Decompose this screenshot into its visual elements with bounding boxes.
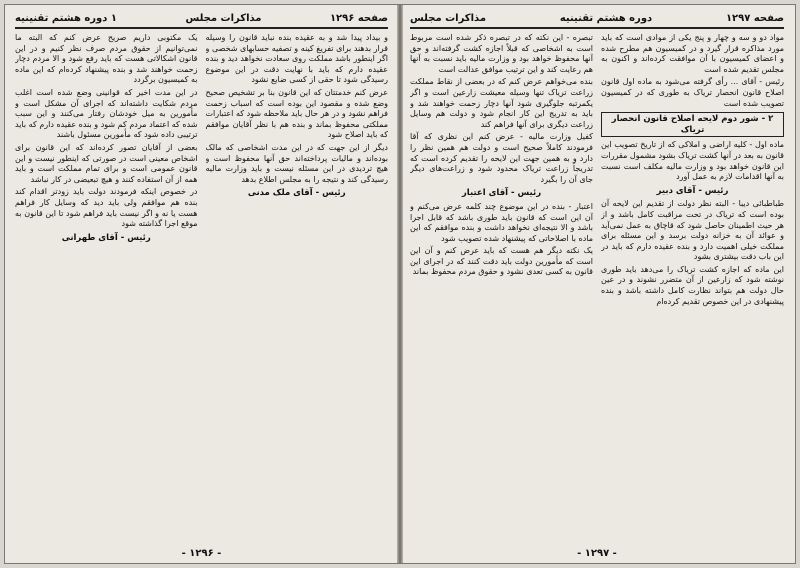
paragraph: در این مدت اخیر که قوانینی وضع شده است اغلب مردم شکایت داشته‌اند که اجرای آن مشکل است و مأمورین به میل خودشان رفتار می‌کنند و این سبب شده که اعتماد مردم کم شود و بنده عقیده دارم که باید ترتیبی داده شود که مأمورین مسئول باشند xyxy=(15,87,198,140)
right-page-right-column xyxy=(601,33,784,543)
right-page-left-column xyxy=(410,33,593,543)
paragraph: بنده می‌خواهم عرض کنم که در بعضی از نقاط مملکت زراعت تریاک تنها وسیله معیشت زارعین است و اگر یکمرتبه جلوگیری شود آنها دچار زحمت خواهند شد و باید به تدریج این کار انجام شود و دولت هم وسایل زراعت دیگری برای آنها فراهم کند xyxy=(410,77,593,129)
speaker-heading: رئیس - آقای ملک مدنی xyxy=(247,188,346,199)
paragraph: یک نکته دیگر هم هست که باید عرض کنم و آن این است که مأمورین دولت باید دقت کنند که در اجرای این قانون به کسی تعدی نشود و حقوق مردم محفوظ بماند xyxy=(410,246,593,277)
paragraph: و بیداد پیدا شد و به عقیده بنده نباید قانون را وسیله قرار بدهند برای تفریغ کینه و تصفیه حسابهای شخصی و اگر اینطور باشد مملکت روی سعادت نخواهد دید و بنده عقیده دارم که باید با نهایت دقت در این موضوع رسیدگی شود تا حقی از کسی ضایع نشود xyxy=(205,33,388,85)
right-page-header xyxy=(410,11,784,29)
paragraph: اعتبار - بنده در این موضوع چند کلمه عرض می‌کنم و آن این است که قانون باید طوری باشد که قابل اجرا باشد و الا نتیجه‌ای نخواهد داشت و بنده موافقم که این ماده با اصلاحاتی که پیشنهاد شده تصویب شود xyxy=(410,201,593,243)
speaker-heading: رئیس - آقای اعتبار xyxy=(461,188,542,199)
book-spread xyxy=(4,4,796,564)
paragraph: دیگر از این جهت که در این مدت اشخاصی که مالک بوده‌اند و مالیات پرداخته‌اند حق آنها محفوظ است و هیچ تردیدی در این مسئله نیست و باید وزارت مالیه رسیدگی کند و نتیجه را به مجلس اطلاع بدهد xyxy=(205,142,388,184)
paragraph: یک مکتوبی داریم صریح عرض کنم که البته ما نمی‌توانیم از حقوق مردم صرف نظر کنیم و در این قانون اشکالاتی هست که باید رفع شود و الا مردم دچار زحمت خواهند شد و بنده پیشنهاد کرده‌ام که این ماده به کمیسیون برگردد xyxy=(15,33,198,85)
session-label: دوره هشتم تقنینیه xyxy=(559,12,653,24)
paragraph: تبصره - این نکته که در تبصره ذکر شده است مربوط است به اشخاصی که قبلاً اجازه کشت گرفته‌اند و حق آنها محفوظ خواهد بود و وزارت مالیه باید نسبت به آنها هم رعایت کند و این ترتیب موافق عدالت است xyxy=(410,33,593,74)
paragraph: در خصوص اینکه فرمودند دولت باید زودتر اقدام کند بنده هم موافقم ولی باید دید که وسایل کار فراهم هست یا نه و اگر نیست باید فراهم شود تا این قانون به موقع اجرا گذاشته شود xyxy=(15,187,198,229)
paragraph: رئیس - آقای ... رأی گرفته می‌شود به ماده اول قانون اصلاح قانون انحصار تریاک به طوری که در کمیسیون تصویب شده است xyxy=(601,77,784,108)
paragraph: مواد دو و سه و چهار و پنج یکی از موادی است که باید مورد مذاکره قرار گیرد و در کمیسیون هم مطرح شده و اعضای کمیسیون با آن موافقت کرده‌اند و اکنون به مجلس تقدیم شده است xyxy=(601,33,784,74)
page-number: صفحه ۱۲۹۷ xyxy=(725,12,784,24)
section-heading: ۲ - شور دوم لایحه اصلاح قانون انحصار تریاک xyxy=(601,112,784,137)
paragraph: این ماده که اجازه کشت تریاک را می‌دهد باید طوری نوشته شود که زارعین از آن متضرر نشوند و در عین حال دولت هم بتواند نظارت کامل داشته باشد و بنده پیشنهادی در این خصوص تقدیم کرده‌ام xyxy=(601,264,784,306)
speaker-heading: رئیس - آقای طهرانی xyxy=(61,232,151,243)
paragraph: ماده اول - کلیه اراضی و املاکی که از تاریخ تصویب این قانون به بعد در آنها کشت تریاک بشود مشمول مقررات این قانون خواهد بود و وزارت مالیه مکلف است نسبت به آنها اقدامات لازم به عمل آورد xyxy=(601,140,784,182)
page-title: مذاکرات مجلس xyxy=(185,12,262,24)
left-page-right-column xyxy=(206,33,389,543)
page-folio: - ۱۲۹۷ - xyxy=(577,548,617,559)
session-label: ۱ دوره هشتم تقنینیه xyxy=(15,12,117,24)
page-number: صفحه ۱۲۹۶ xyxy=(329,12,388,24)
page-title: مذاکرات مجلس xyxy=(410,12,487,24)
page-folio: - ۱۲۹۶ - xyxy=(181,548,222,559)
paragraph: کفیل وزارت مالیه - عرض کنم این نظری که آقا فرمودند کاملاً صحیح است و دولت هم همین نظر را دارد و به همین جهت این لایحه را تقدیم کرده است که تدریجاً زراعت تریاک محدود شود و زراعت‌های دیگر جای آن را بگیرد xyxy=(410,132,593,184)
left-page xyxy=(5,5,399,563)
right-page xyxy=(400,5,794,563)
speaker-heading: رئیس - آقای دبیر xyxy=(656,185,729,196)
paragraph: طباطبائی دیبا - البته نظر دولت از تقدیم این لایحه آن بوده است که تریاک در تحت مراقبت کامل باشد و از هر حیث اطمینان حاصل شود که قاچاق به عمل نمی‌آید و عوائد آن به خزانه دولت برسد و این مسئله برای مملکت خیلی اهمیت دارد و بنده عقیده دارم که باید در این باب دقت بیشتری بشود xyxy=(601,199,784,262)
paragraph: بعضی از آقایان تصور کرده‌اند که این قانون برای اشخاص معینی است در صورتی که اینطور نیست و این قانون عمومی است و برای تمام مملکت است و باید همه از آن استفاده کنند و هیچ تبعیضی در کار نباشد xyxy=(15,142,198,184)
left-page-header xyxy=(15,11,388,29)
left-page-left-column xyxy=(15,33,198,543)
paragraph: عرض کنم خدمتتان که این قانون بنا بر تشخیص صحیح وضع شده و مقصود این بوده است که اسباب زحمت فراهم نشود و در هر حال باید ملاحظه شود که اعتبارات مملکتی محفوظ بماند و بنده هم با نظر آقایان موافقم که باید اصلاح شود xyxy=(205,87,388,140)
